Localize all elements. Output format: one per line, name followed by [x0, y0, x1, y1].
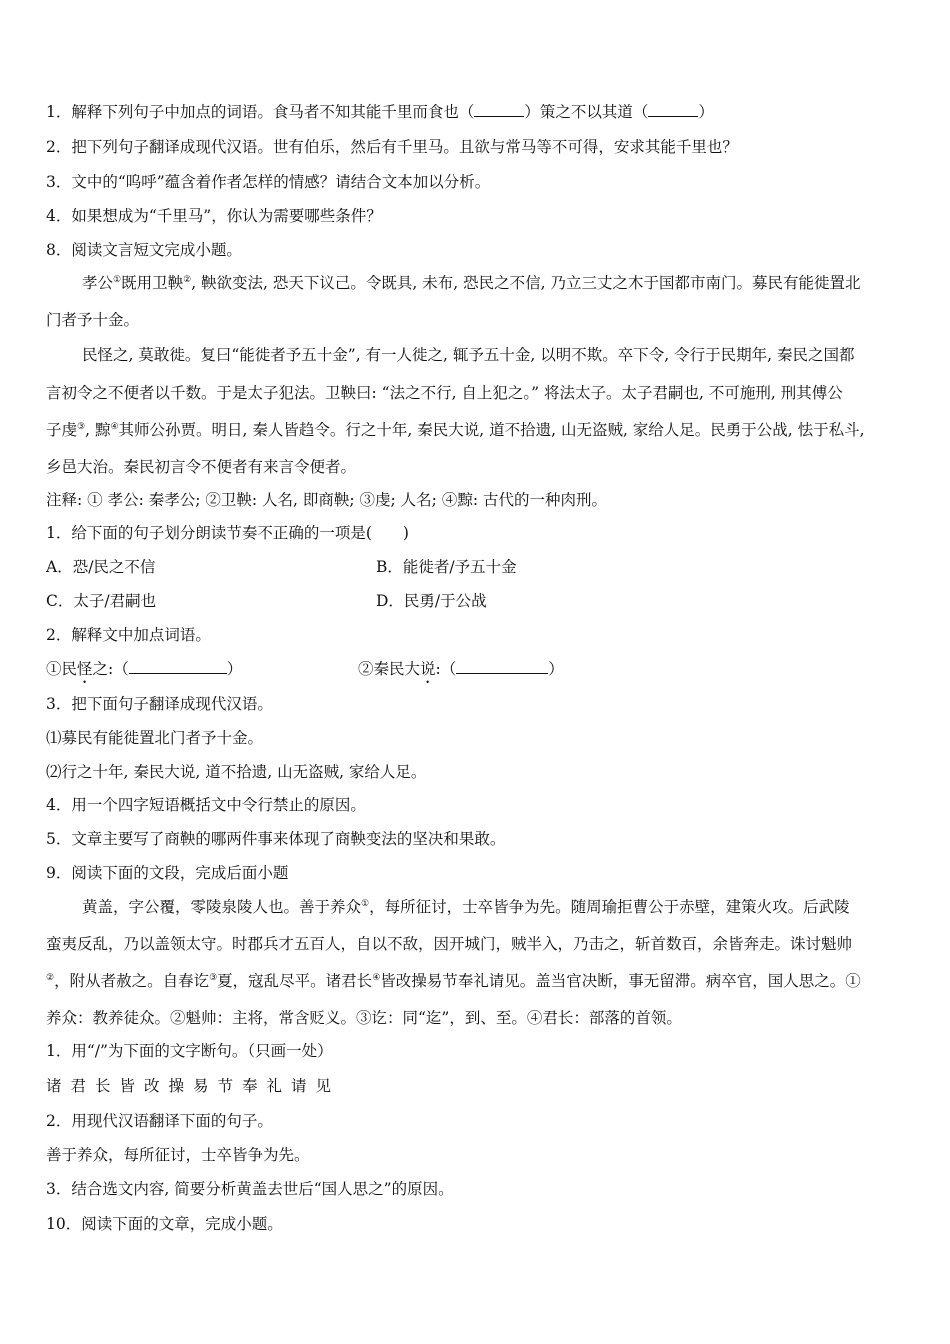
footnote-mark: ③ — [209, 973, 218, 983]
option-d[interactable]: D．民勇/于公战 — [376, 592, 487, 610]
question-4-conditions: 4．如果想成为“千里马”，你认为需要哪些条件？ — [46, 207, 382, 225]
text: 其师公孙贾。明日, 秦人皆趋令。行之十年, 秦民大说, 道不拾遗, 山无盗贼, 家给人足。民勇于公战, 怯于私斗, — [118, 421, 865, 439]
footnote-mark: ④ — [372, 973, 381, 983]
footnote-mark: ① — [113, 275, 122, 285]
answer-blank[interactable] — [648, 102, 698, 117]
dotted-word: 怪 — [77, 660, 93, 678]
passage-8-line-6: 乡邑大治。秦民初言令不便者有来言令便者。 — [46, 458, 357, 476]
text: ，附从者赦之。自春讫 — [54, 972, 210, 990]
passage-9-line-4: 养众：教养徒众。②魁帅：主将，常含贬义。③讫：同“迄”，到、至。④君长：部落的首领。 — [46, 1009, 682, 1027]
text: ②秦民大 — [358, 660, 421, 678]
section-10-heading: 10．阅读下面的文章，完成小题。 — [46, 1215, 283, 1233]
passage-8-line-3: 民怪之, 莫敢徙。复曰“能徙者予五十金”, 有一人徙之, 辄予五十金, 以明不欺。卒下令, 令行于民期年, 秦民之国都 — [82, 346, 855, 364]
footnote-mark: ② — [183, 275, 192, 285]
s9-question-3: 3．结合选文内容, 简要分析黄盖去世后“国人思之”的原因。 — [46, 1180, 454, 1198]
s8-question-2-items — [46, 659, 906, 687]
text: 之:（ — [92, 660, 129, 678]
footnote-mark: ② — [46, 973, 55, 983]
answer-blank[interactable] — [456, 659, 548, 674]
dotted-word: 说 — [420, 660, 436, 678]
s9-question-2-text: 善于养众，每所征讨，士卒皆争为先。 — [46, 1146, 310, 1164]
text: 子虔 — [46, 421, 78, 439]
s8-question-4: 4．用一个四字短语概括文中令行禁止的原因。 — [46, 796, 366, 814]
s8-question-1: 1．给下面的句子划分朗读节奏不正确的一项是( ) — [46, 524, 409, 542]
q2-item-1 — [46, 660, 242, 678]
question-1-explain — [46, 102, 714, 122]
q2-item-2 — [358, 659, 564, 687]
s8-question-2: 2．解释文中加点词语。 — [46, 626, 211, 644]
passage-8-line-1 — [82, 273, 860, 293]
text: ） — [548, 660, 564, 678]
option-c[interactable]: C．太子/君嗣也 — [46, 592, 157, 610]
s8-question-3-sentence-1: ⑴募民有能徙置北门者予十金。 — [46, 729, 264, 747]
text: , 黥 — [85, 421, 111, 439]
text: , 鞅欲变法, 恐天下议己。令既具, 未布, 恐民之不信, 乃立三丈之木于国都市南门。募民有能徙置北 — [191, 274, 861, 292]
q1-text-a: 1．解释下列句子中加点的词语。食马者不知其能千里而食也（ — [46, 103, 475, 121]
option-a[interactable]: A．恐/民之不信 — [46, 558, 156, 576]
options-row-2 — [46, 591, 906, 611]
q1-text-c: ） — [698, 103, 714, 121]
text: ，每所征讨，士卒皆争为先。随周瑜拒曹公于赤壁，建策火攻。后武陵 — [369, 898, 850, 916]
footnote-mark: ① — [361, 899, 370, 909]
text: ） — [226, 660, 243, 678]
passage-8-line-4: 言初令之不便者以千数。于是太子犯法。卫鞅曰: “法之不行, 自上犯之。” 将法太子。太子君嗣也, 不可施刑, 刑其傅公 — [46, 384, 843, 402]
s9-question-1-text[interactable]: 诸君长皆改操易节奉礼请见 — [46, 1077, 341, 1095]
text: 孝公 — [82, 274, 114, 292]
answer-blank[interactable] — [474, 102, 524, 117]
option-b[interactable]: B．能徙者/予五十金 — [376, 558, 517, 576]
q1-text-b: ）策之不以其道（ — [524, 103, 649, 121]
passage-8-line-2: 门者予十金。 — [46, 311, 140, 329]
footnote-mark: ④ — [110, 422, 119, 432]
text: 皆改操易节奉礼请见。盖当官决断，事无留滞。病卒官，国人思之。① — [380, 972, 861, 990]
options-row-1 — [46, 557, 906, 577]
text: ①民 — [46, 660, 78, 678]
section-8-heading: 8．阅读文言短文完成小题。 — [46, 241, 242, 259]
passage-9-line-3 — [46, 971, 861, 991]
passage-9-line-1 — [82, 897, 850, 917]
text: 夏，寇乱尽平。诸君长 — [217, 972, 373, 990]
s9-question-2: 2．用现代汉语翻译下面的句子。 — [46, 1112, 273, 1130]
s8-question-3: 3．把下面句子翻译成现代汉语。 — [46, 695, 273, 713]
s9-question-1: 1．用“/”为下面的文字断句。（只画一处） — [46, 1042, 333, 1060]
annotation-note: 注释: ① 孝公: 秦孝公; ②卫鞅: 人名, 即商鞅; ③虔; 人名; ④黥: 古代的一种肉刑。 — [46, 491, 607, 509]
text: :（ — [435, 660, 457, 678]
answer-blank[interactable] — [129, 659, 227, 674]
footnote-mark: ③ — [77, 422, 86, 432]
text: 既用卫鞅 — [121, 274, 184, 292]
passage-8-line-5 — [46, 420, 865, 440]
s8-question-5: 5．文章主要写了商鞅的哪两件事来体现了商鞅变法的坚决和果敢。 — [46, 830, 506, 848]
s8-question-3-sentence-2: ⑵行之十年, 秦民大说, 道不拾遗, 山无盗贼, 家给人足。 — [46, 763, 427, 781]
passage-9-line-2: 蛮夷反乱，乃以盖领太守。时郡兵才五百人，自以不敌，因开城门，贼半入，乃击之，斩首数百，余皆奔走。诛讨魁帅 — [46, 935, 853, 953]
question-2-translate: 2．把下列句子翻译成现代汉语。世有伯乐，然后有千里马。且欲与常马等不可得，安求其能千里也？ — [46, 138, 738, 156]
text: 黄盖，字公覆，零陵泉陵人也。善于养众 — [82, 898, 362, 916]
section-9-heading: 9．阅读下面的文段，完成后面小题 — [46, 864, 289, 882]
question-3-emotion: 3．文中的“呜呼”蕴含着作者怎样的情感？请结合文本加以分析。 — [46, 173, 491, 191]
